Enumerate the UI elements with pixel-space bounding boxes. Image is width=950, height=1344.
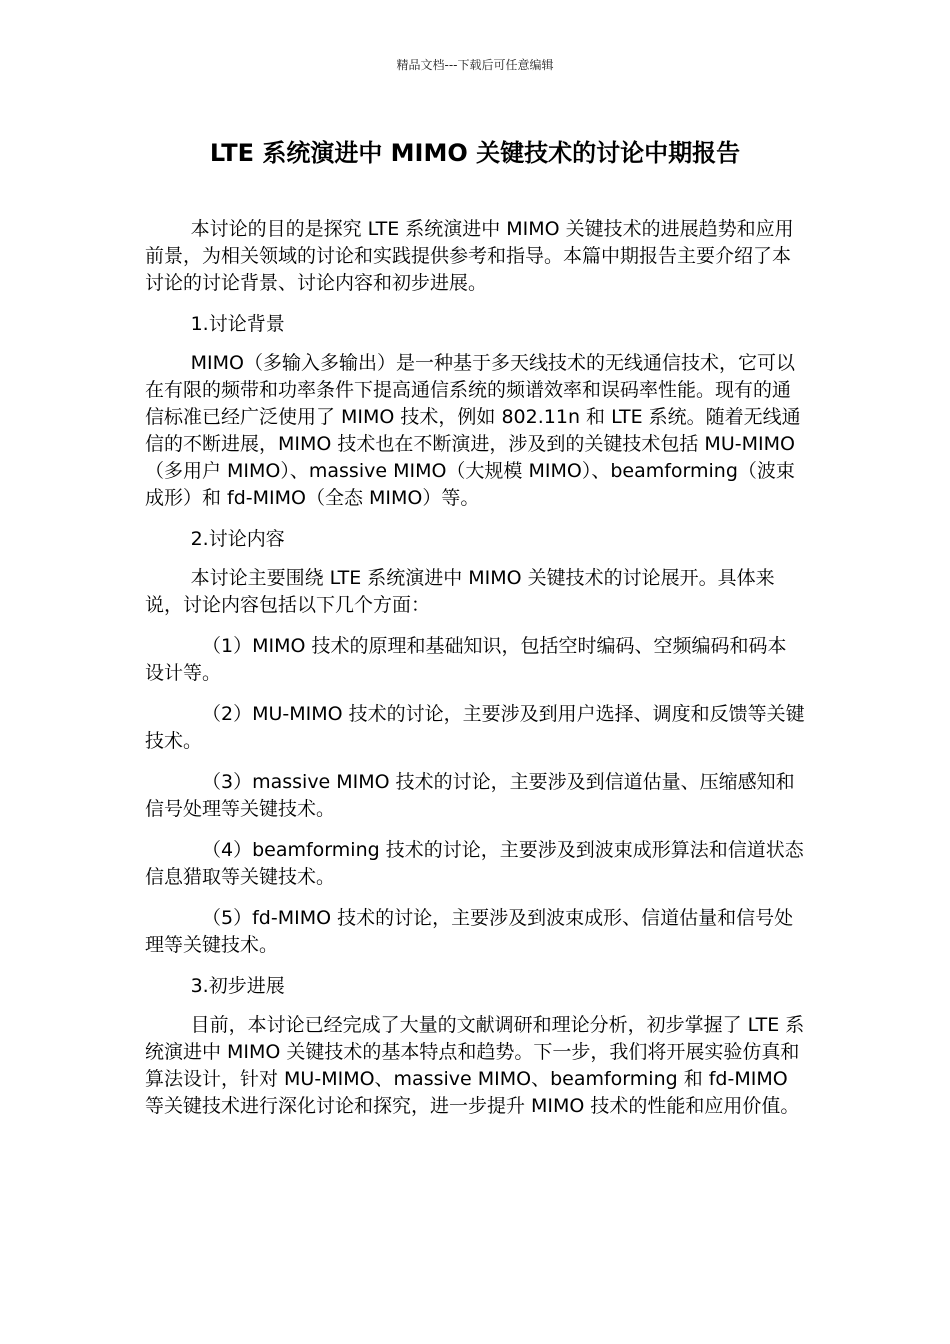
content-intro-paragraph: 本讨论主要围绕 LTE 系统演进中 MIMO 关键技术的讨论展开。具体来说，讨论内容包括以下几个方面： — [145, 567, 775, 616]
intro-paragraph: 本讨论的目的是探究 LTE 系统演进中 MIMO 关键技术的进展趋势和应用前景，为相关领域的讨论和实践提供参考和指导。本篇中期报告主要介绍了本讨论的讨论背景、讨论内容和初步进展。 — [145, 218, 794, 294]
section-heading-progress: 3.初步进展 — [190, 975, 285, 997]
list-item: （4）beamforming 技术的讨论，主要涉及到波束成形算法和信道状态信息猎取等关键技术。 — [145, 839, 804, 888]
document-title: LTE 系统演进中 MIMO 关键技术的讨论中期报告 — [209, 139, 741, 167]
section-heading-background: 1.讨论背景 — [190, 313, 285, 335]
list-item: （5）fd-MIMO 技术的讨论，主要涉及到波束成形、信道估量和信号处理等关键技术。 — [145, 907, 794, 956]
section-heading-content: 2.讨论内容 — [190, 528, 285, 550]
background-paragraph: MIMO（多输入多输出）是一种基于多天线技术的无线通信技术，它可以在有限的频带和功率条件下提高通信系统的频谱效率和误码率性能。现有的通信标准已经广泛使用了 MIMO 技术，例如 802.11n 和 LTE 系统。随着无线通信的不断进展，MIMO 技术也在不断演进，涉及到的关键技术包括 MU-MIMO（多用户 MIMO）、massive MIMO（大规模 MIMO）、beamforming（波束成形）和 fd-MIMO（全态 MIMO）等。 — [145, 352, 801, 509]
progress-paragraph: 目前，本讨论已经完成了大量的文献调研和理论分析，初步掌握了 LTE 系统演进中 MIMO 关键技术的基本特点和趋势。下一步，我们将开展实验仿真和算法设计，针对 MU-MIMO、massive MIMO、beamforming 和 fd-MIMO 等关键技术进行深化讨论和探究，进一步提升 MIMO 技术的性能和应用价值。 — [145, 1014, 805, 1117]
document-body — [145, 216, 805, 1134]
list-item: （3）massive MIMO 技术的讨论，主要涉及到信道估量、压缩感知和信号处理等关键技术。 — [145, 771, 795, 820]
list-item: （1）MIMO 技术的原理和基础知识，包括空时编码、空频编码和码本设计等。 — [145, 635, 787, 684]
list-item: （2）MU-MIMO 技术的讨论，主要涉及到用户选择、调度和反馈等关键技术。 — [145, 703, 805, 752]
header-note: 精品文档---下载后可任意编辑 — [396, 58, 554, 72]
